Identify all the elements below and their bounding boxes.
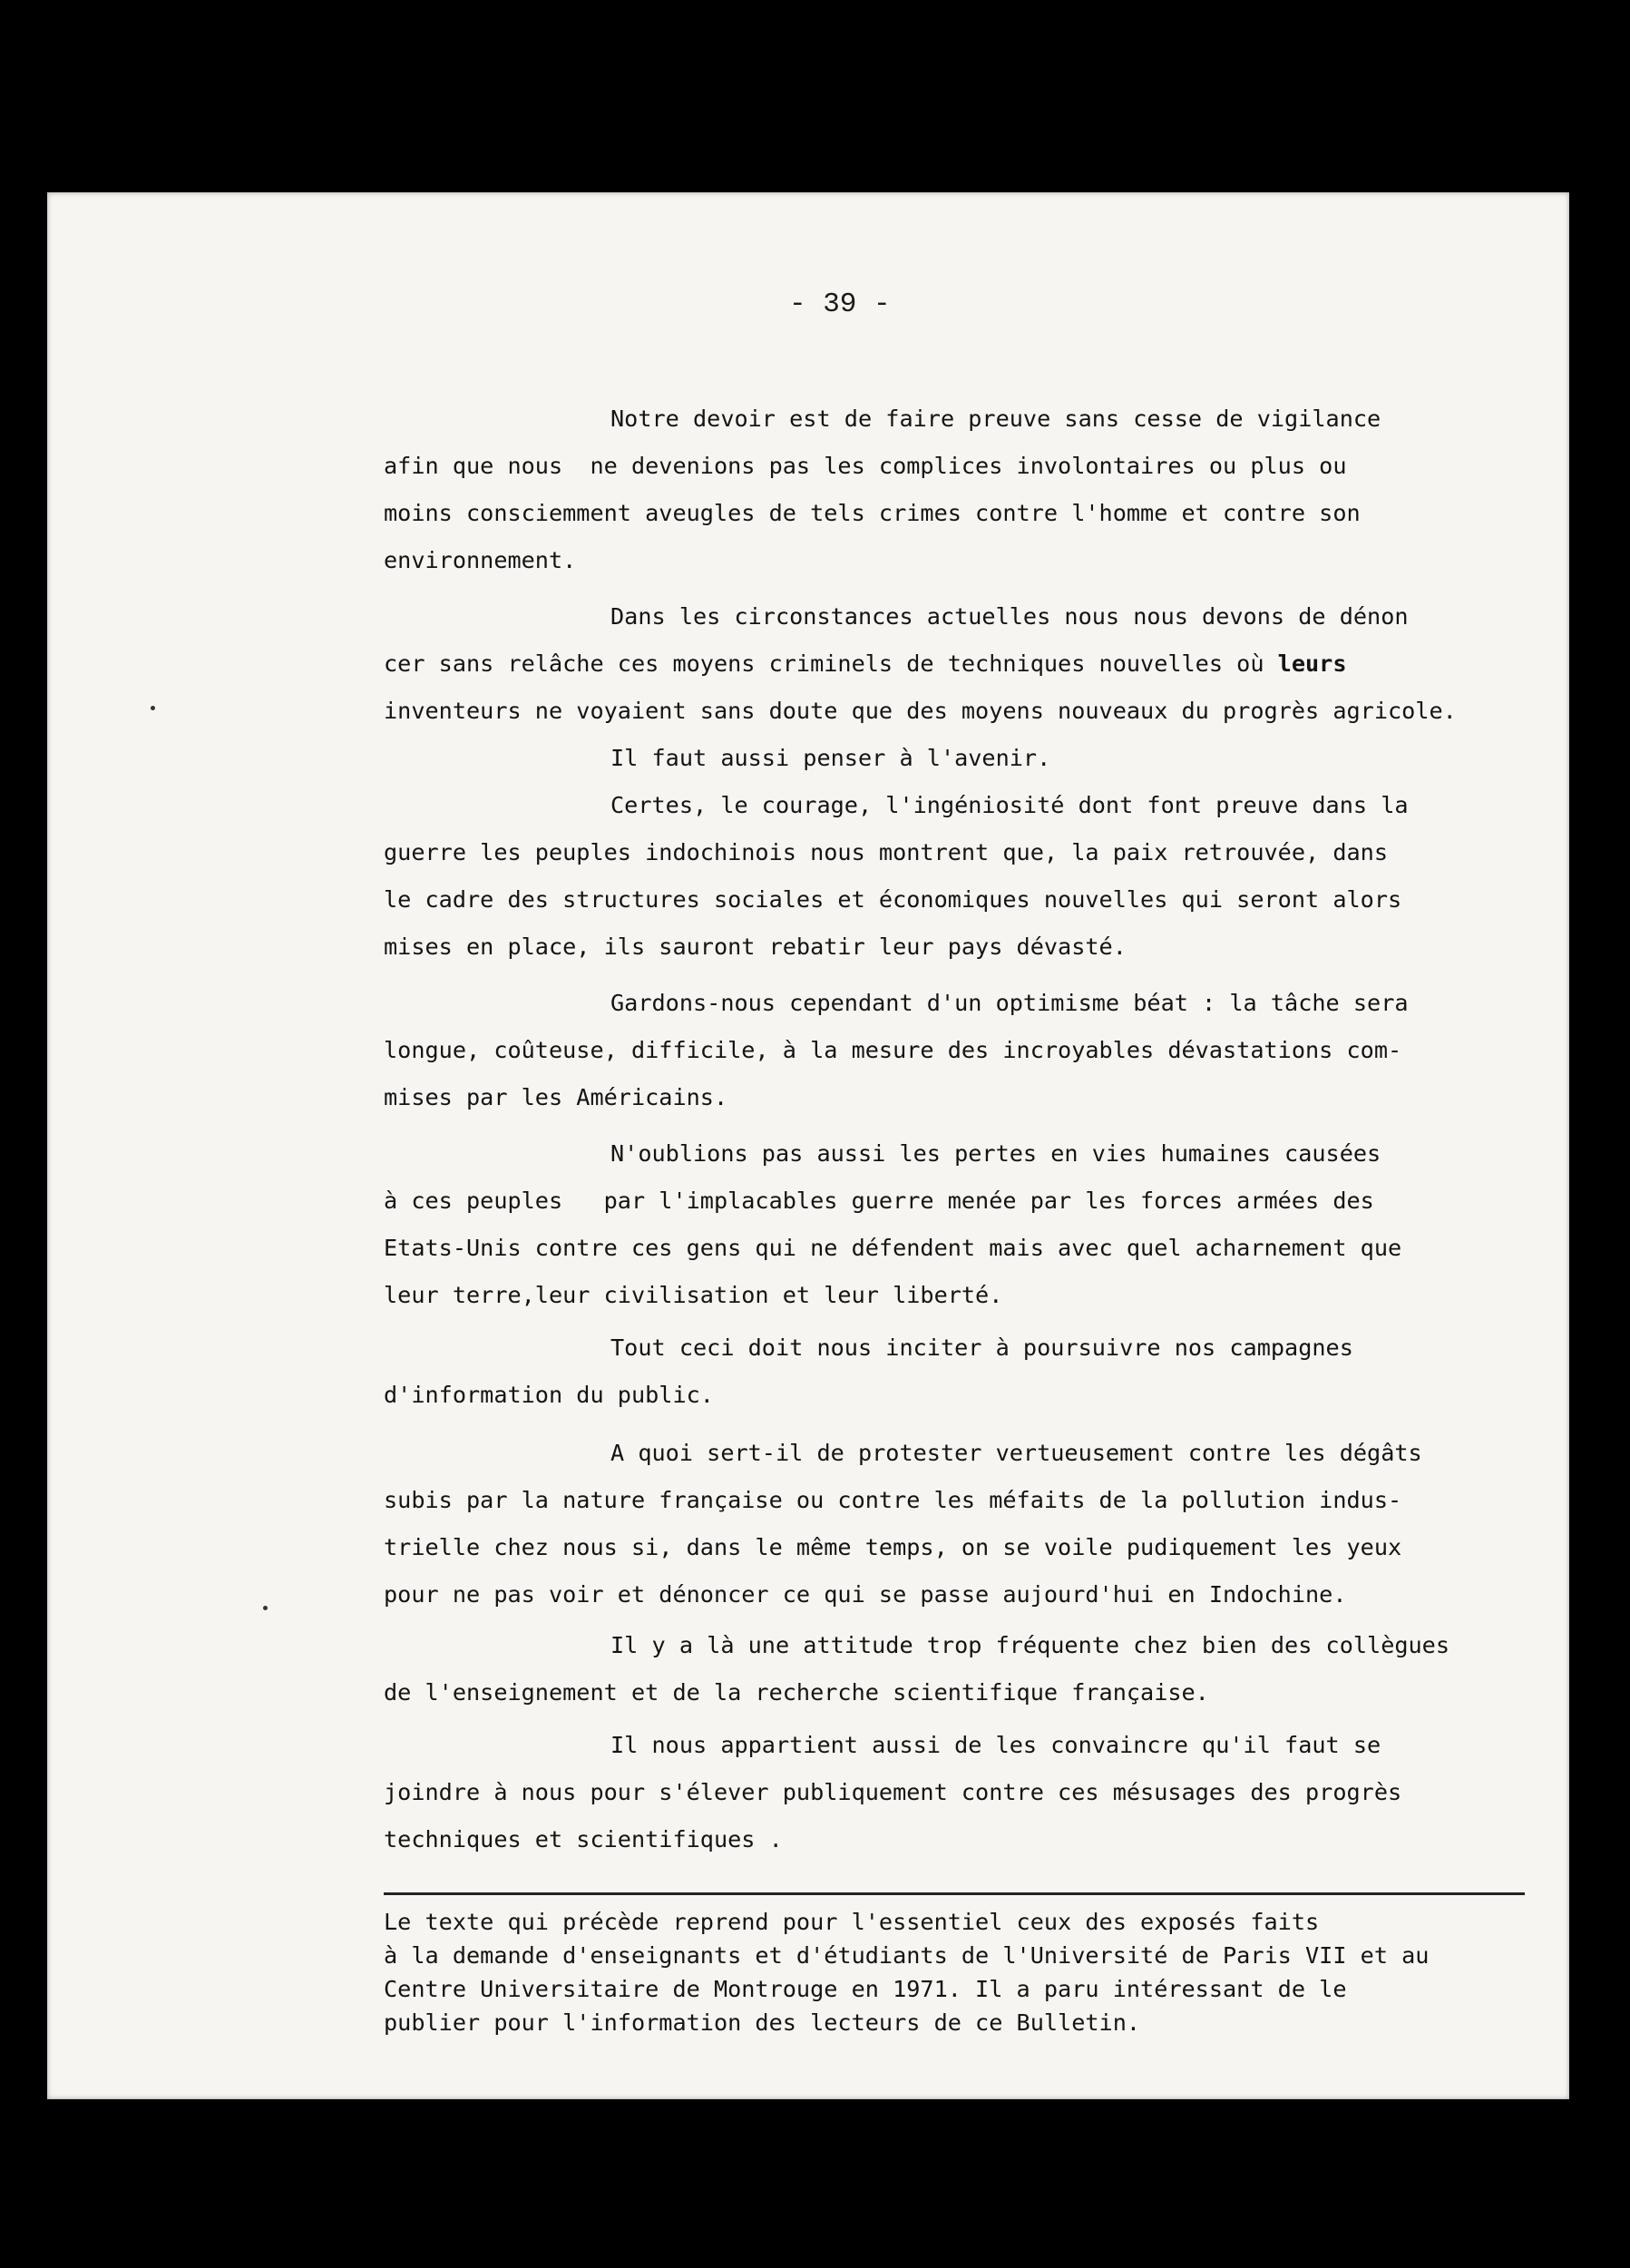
footnote-line: à la demande d'enseignants et d'étudiants de l'Université de Paris VII et au	[384, 1942, 1430, 1969]
text-line: Il faut aussi penser à l'avenir.	[610, 745, 1051, 771]
paragraph	[384, 782, 1554, 971]
paragraph	[384, 1430, 1554, 1618]
text-line: N'oublions pas aussi les pertes en vies humaines causées	[610, 1140, 1381, 1167]
paragraph	[384, 593, 1554, 735]
text-line: Il nous appartient aussi de les convaincre qu'il faut se	[610, 1732, 1381, 1758]
text-line: Etats-Unis contre ces gens qui ne défendent mais avec quel acharnement que	[384, 1235, 1402, 1261]
text-line: leur terre,leur civilisation et leur liberté.	[384, 1282, 1003, 1308]
text-line: Notre devoir est de faire preuve sans cesse de vigilance	[610, 406, 1381, 432]
footnote-line: Le texte qui précède reprend pour l'essentiel ceux des exposés faits	[384, 1909, 1320, 1935]
paragraph	[384, 1130, 1554, 1319]
paragraph	[384, 980, 1554, 1121]
text-line: subis par la nature française ou contre les méfaits de la pollution indus-	[384, 1487, 1402, 1513]
text-line: mises par les Américains.	[384, 1084, 728, 1110]
text-line: Il y a là une attitude trop fréquente chez bien des collègues	[610, 1632, 1450, 1658]
paragraph	[384, 396, 1554, 584]
footnote-line: Centre Universitaire de Montrouge en 1971. Il a paru intéressant de le	[384, 1976, 1347, 2002]
text-line: mises en place, ils sauront rebatir leur pays dévasté.	[384, 934, 1127, 960]
paragraph	[384, 735, 1554, 782]
paragraph	[384, 1622, 1554, 1716]
text-line: de l'enseignement et de la recherche scientifique française.	[384, 1679, 1209, 1706]
text-line: techniques et scientifiques .	[384, 1826, 783, 1853]
text-line: afin que nous ne devenions pas les complices involontaires ou plus ou	[384, 453, 1347, 479]
text-line: Certes, le courage, l'ingéniosité dont font preuve dans la	[610, 792, 1409, 818]
text-line: Dans les circonstances actuelles nous nous devons de dénon	[610, 603, 1409, 630]
text-line	[384, 640, 1554, 688]
text-line: pour ne pas voir et dénoncer ce qui se passe aujourd'hui en Indochine.	[384, 1581, 1347, 1608]
text-line: d'information du public.	[384, 1382, 714, 1408]
text-line: moins consciemment aveugles de tels crimes contre l'homme et contre son	[384, 500, 1361, 526]
text-line: inventeurs ne voyaient sans doute que des moyens nouveaux du progrès agricole.	[384, 698, 1457, 724]
text-line: environnement.	[384, 547, 577, 573]
text-line: Tout ceci doit nous inciter à poursuivre nos campagnes	[610, 1334, 1353, 1361]
paragraph	[384, 1722, 1554, 1863]
ink-speck	[151, 706, 155, 710]
text-line: Gardons-nous cependant d'un optimisme béat : la tâche sera	[610, 990, 1409, 1016]
footnote	[384, 1905, 1545, 2039]
text-line-start: cer sans relâche ces moyens criminels de techniques nouvelles où	[384, 650, 1278, 677]
text-line: longue, coûteuse, difficile, à la mesure des incroyables dévastations com-	[384, 1037, 1402, 1063]
ink-speck	[263, 1606, 268, 1610]
footnote-divider	[384, 1892, 1525, 1895]
text-line: trielle chez nous si, dans le même temps, on se voile pudiquement les yeux	[384, 1534, 1402, 1560]
text-line: le cadre des structures sociales et économiques nouvelles qui seront alors	[384, 886, 1402, 913]
bold-word: leurs	[1277, 650, 1347, 677]
text-line: guerre les peuples indochinois nous montrent que, la paix retrouvée, dans	[384, 839, 1388, 865]
paragraph	[384, 1325, 1554, 1419]
text-line: joindre à nous pour s'élever publiquement contre ces mésusages des progrès	[384, 1779, 1402, 1805]
page-number: - 39 -	[789, 288, 891, 320]
text-line: A quoi sert-il de protester vertueusement contre les dégâts	[610, 1440, 1422, 1466]
text-line: à ces peuples par l'implacables guerre menée par les forces armées des	[384, 1188, 1374, 1214]
footnote-line: publier pour l'information des lecteurs de ce Bulletin.	[384, 2009, 1141, 2036]
document-body	[384, 396, 1554, 1863]
